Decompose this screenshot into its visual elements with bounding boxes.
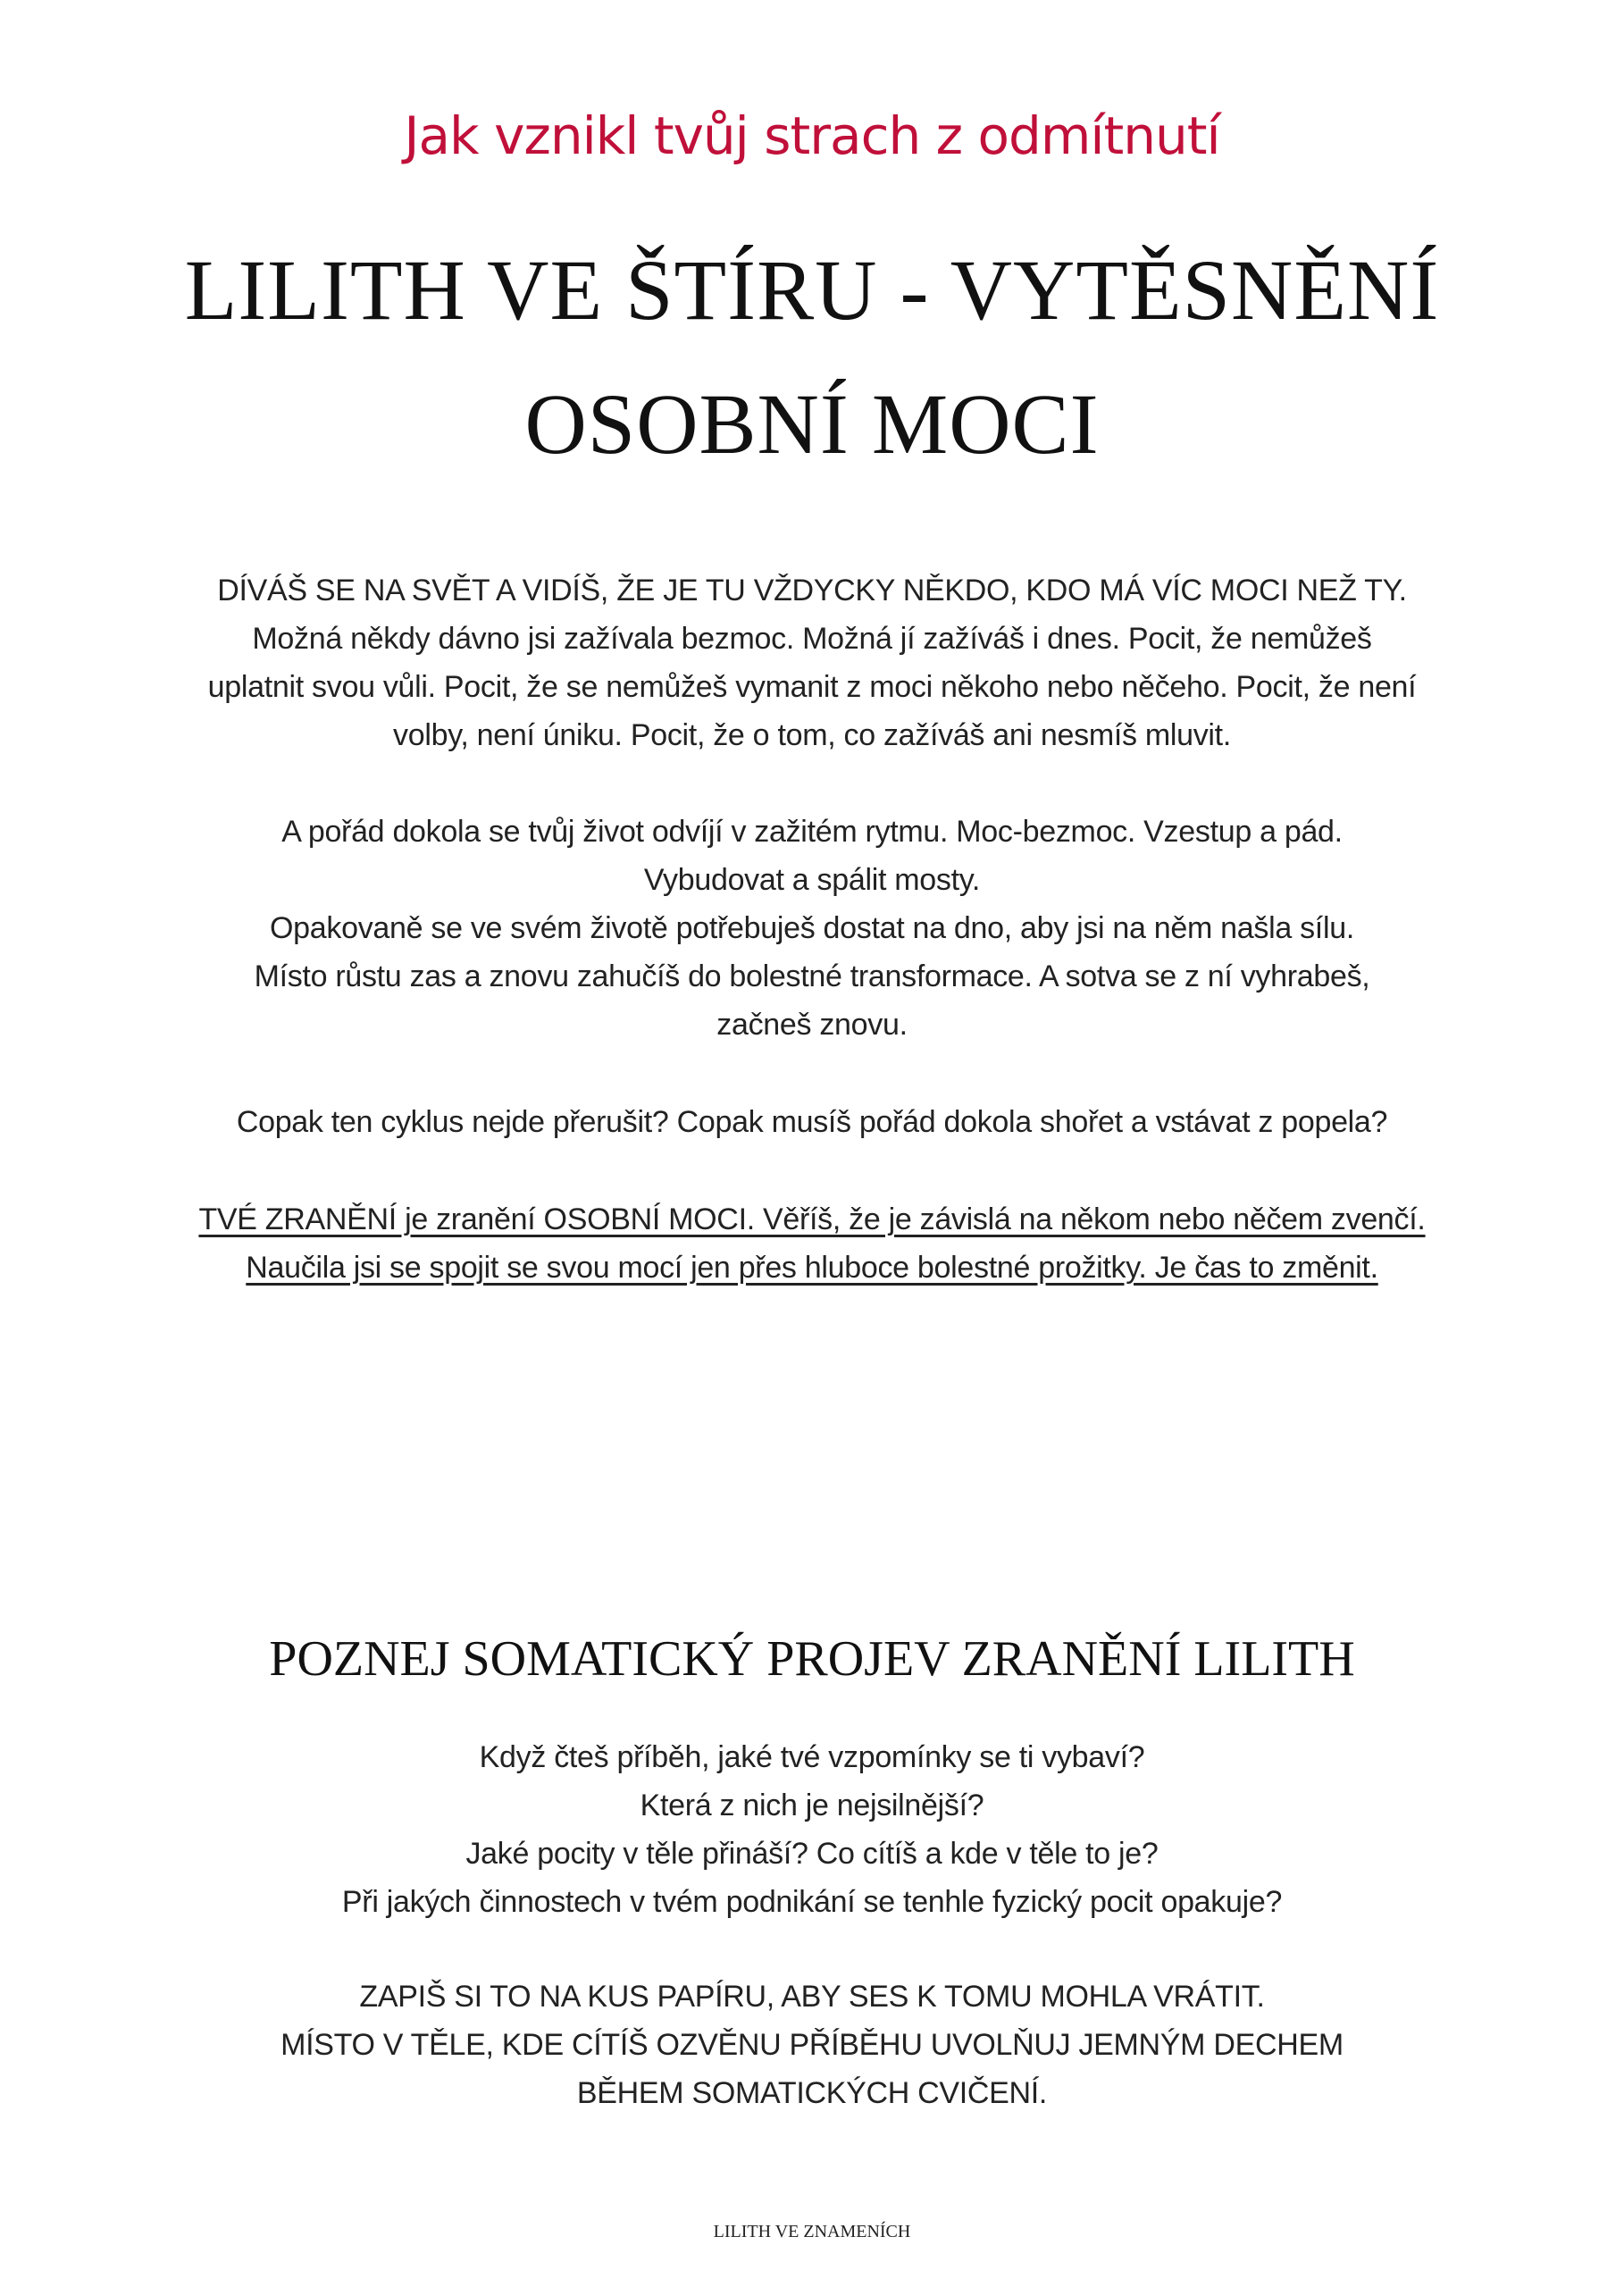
title-line: OSOBNÍ MOCI: [524, 376, 1100, 472]
title-line: LILITH VE ŠTÍRU - VYTĚSNĚNÍ: [184, 242, 1440, 338]
paragraph-intro: [0, 566, 1624, 759]
paragraph-wound: [0, 1195, 1624, 1292]
subtitle: Jak vznikl tvůj strach z odmítnutí: [404, 105, 1220, 166]
text-line: Vybudovat a spálit mosty.: [643, 863, 981, 897]
instruction-line: BĚHEM SOMATICKÝCH CVIČENÍ.: [576, 2076, 1048, 2110]
text-line: Opakovaně se ve svém životě potřebuješ dostat na dno, aby jsi na něm našla sílu.: [270, 911, 1354, 945]
question: Když čteš příběh, jaké tvé vzpomínky se ti vybaví?: [479, 1740, 1145, 1774]
page-title: [0, 223, 1624, 491]
text-line: začneš znovu.: [716, 1008, 908, 1042]
section-heading: POZNEJ SOMATICKÝ PROJEV ZRANĚNÍ LILITH: [269, 1631, 1355, 1687]
text-line: A pořád dokola se tvůj život odvíjí v zažitém rytmu. Moc-bezmoc. Vzestup a pád.: [281, 815, 1343, 849]
paragraph-question: Copak ten cyklus nejde přerušit? Copak musíš pořád dokola shořet a vstávat z popela?: [236, 1105, 1388, 1139]
question: Při jakých činnostech v tvém podnikání se tenhle fyzický pocit opakuje?: [341, 1885, 1283, 1919]
instructions: [0, 1973, 1624, 2117]
instruction-line: MÍSTO V TĚLE, KDE CÍTÍŠ OZVĚNU PŘÍBĚHU UVOLŇUJ JEMNÝM DECHEM: [280, 2028, 1344, 2062]
question: Která z nich je nejsilnější?: [640, 1789, 984, 1822]
underlined-line: Naučila jsi se spojit se svou mocí jen přes hluboce bolestné prožitky. Je čas to změnit.: [246, 1251, 1378, 1285]
instruction-line: ZAPIŠ SI TO NA KUS PAPÍRU, ABY SES K TOMU MOHLA VRÁTIT.: [359, 1980, 1265, 2014]
questions-list: [0, 1733, 1624, 1926]
footer: LILITH VE ZNAMENÍCH: [713, 2222, 911, 2241]
text-line: volby, není úniku. Pocit, že o tom, co zažíváš ani nesmíš mluvit.: [393, 718, 1231, 752]
question: Jaké pocity v těle přináší? Co cítíš a kde v těle to je?: [465, 1837, 1159, 1871]
paragraph-cycle: [0, 808, 1624, 1049]
text-line: uplatnit svou vůli. Pocit, že se nemůžeš vymanit z moci někoho nebo něčeho. Pocit, že není: [207, 670, 1417, 704]
underlined-line: TVÉ ZRANĚNÍ je zranění OSOBNÍ MOCI. Věříš, že je závislá na někom nebo něčem zvenčí.: [198, 1202, 1426, 1236]
text-line: Místo růstu zas a znovu zahučíš do bolestné transformace. A sotva se z ní vyhrabeš,: [254, 959, 1370, 993]
text-line: Možná někdy dávno jsi zažívala bezmoc. Možná jí zažíváš i dnes. Pocit, že nemůžeš: [252, 622, 1372, 656]
text-line: DÍVÁŠ SE NA SVĚT A VIDÍŠ, ŽE JE TU VŽDYCKY NĚKDO, KDO MÁ VÍC MOCI NEŽ TY.: [217, 574, 1407, 607]
